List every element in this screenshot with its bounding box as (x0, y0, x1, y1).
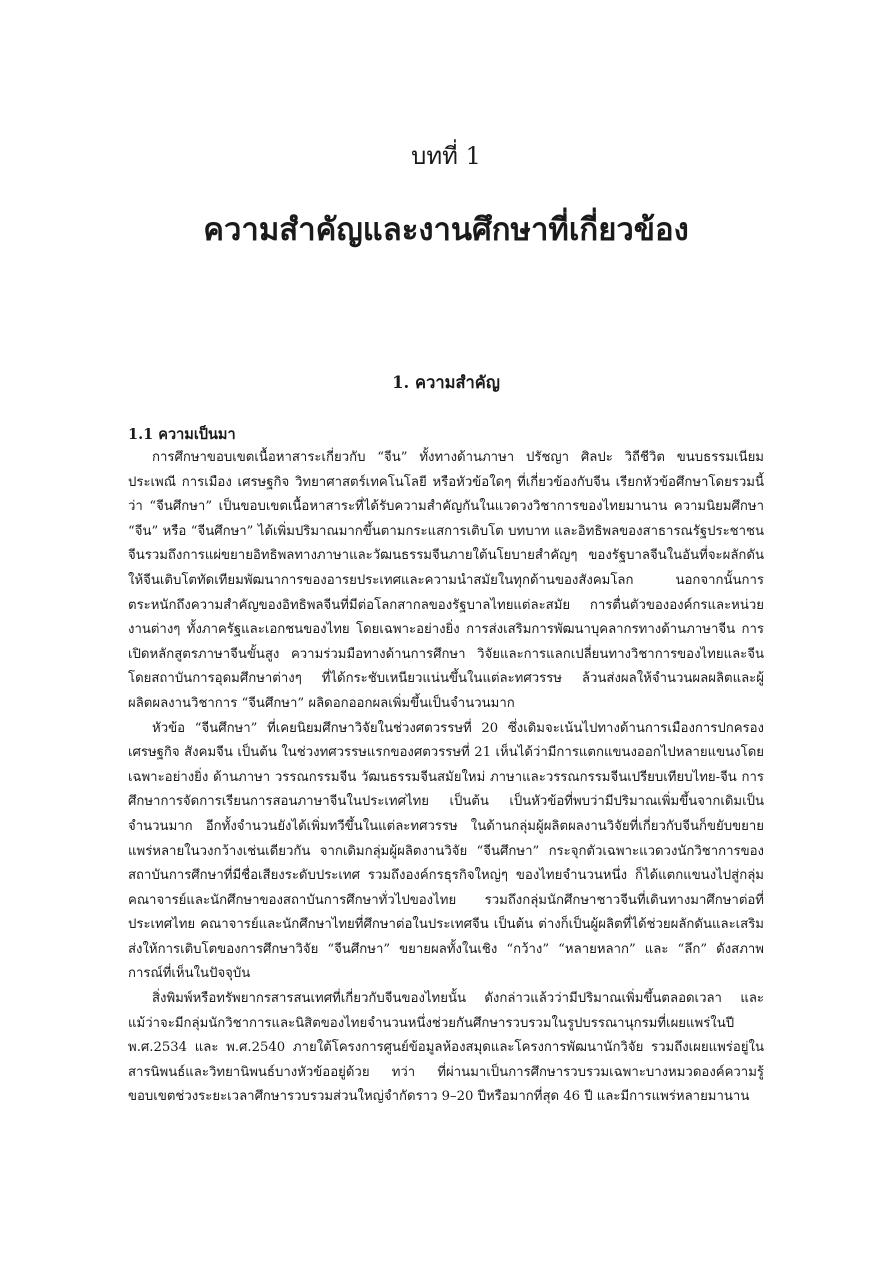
paragraph: การศึกษาขอบเขตเนื้อหาสาระเกี่ยวกับ “จีน” ทั้งทางด้านภาษา ปรัชญา ศิลปะ วิถีชีวิต ขนบธรรมเนียมประเพณี การเมือง เศรษฐกิจ วิทยาศาสตร์เทคโนโลยี หรือหัวข้อใดๆ ที่เกี่ยวข้องกับจีน เรียกหัวข้อศึกษาโดยรวมนี้ว่า “จีนศึกษา” เป็นขอบเขตเนื้อหาสาระที่ได้รับความสำคัญกันในแวดวงวิชาการของไทยมานาน ความนิยมศึกษา “จีน” หรือ “จีนศึกษา” ได้เพิ่มปริมาณมากขึ้นตามกระแสการเติบโต บทบาท และอิทธิพลของสาธารณรัฐประชาชนจีนรวมถึงการแผ่ขยายอิทธิพลทางภาษาและวัฒนธรรมจีนภายใต้นโยบายสำคัญๆ ของรัฐบาลจีนในอันที่จะผลักดันให้จีนเติบโตทัดเทียมพัฒนาการของอารยประเทศและความนำสมัยในทุกด้านของสังคมโลก นอกจากนั้นการตระหนักถึงความสำคัญของอิทธิพลจีนที่มีต่อโลกสากลของรัฐบาลไทยแต่ละสมัย การตื่นตัวขององค์กรและหน่วยงานต่างๆ ทั้งภาครัฐและเอกชนของไทย โดยเฉพาะอย่างยิ่ง การส่งเสริมการพัฒนาบุคลากรทางด้านภาษาจีน การเปิดหลักสูตรภาษาจีนขั้นสูง ความร่วมมือทางด้านการศึกษา วิจัยและการแลกเปลี่ยนทางวิชาการของไทยและจีนโดยสถาบันการอุดมศึกษาต่างๆ ที่ได้กระชับเหนียวแน่นขึ้นในแต่ละทศวรรษ ล้วนส่งผลให้จำนวนผลผลิตและผู้ผลิตผลงานวิชาการ “จีนศึกษา” ผลิดอกออกผลเพิ่มขึ้นเป็นจำนวนมาก (128, 450, 764, 711)
body-text (128, 446, 764, 1110)
paragraph: สิ่งพิมพ์หรือทรัพยากรสารสนเทศที่เกี่ยวกับจีนของไทยนั้น ดังกล่าวแล้วว่ามีปริมาณเพิ่มขึ้นตลอดเวลา และแม้ว่าจะมีกลุ่มนักวิชาการและนิสิตของไทยจำนวนหนึ่งช่วยกันศึกษารวบรวมในรูปบรรณานุกรมที่เผยแพร่ในปี พ.ศ.2534 และ พ.ศ.2540 ภายใต้โครงการศูนย์ข้อมูลห้องสมุดและโครงการพัฒนานักวิจัย รวมถึงเผยแพร่อยู่ในสารนิพนธ์และวิทยานิพนธ์บางหัวข้ออยู่ด้วย ทว่า ที่ผ่านมาเป็นการศึกษารวบรวมเฉพาะบางหมวดองค์ความรู้ขอบเขตช่วงระยะเวลาศึกษารวบรวมส่วนใหญ่จำกัดราว 9–20 ปีหรือมากที่สุด 46 ปี และมีการแพร่หลายมานาน (128, 991, 764, 1105)
section-heading: 1. ความสำคัญ (392, 373, 500, 392)
paragraph: หัวข้อ “จีนศึกษา” ที่เคยนิยมศึกษาวิจัยในช่วงศตวรรษที่ 20 ซึ่งเดิมจะเน้นไปทางด้านการเมืองการปกครองเศรษฐกิจ สังคมจีน เป็นต้น ในช่วงทศวรรษแรกของศตวรรษที่ 21 เห็นได้ว่ามีการแตกแขนงออกไปหลายแขนงโดยเฉพาะอย่างยิ่ง ด้านภาษา วรรณกรรมจีน วัฒนธรรมจีนสมัยใหม่ ภาษาและวรรณกรรมจีนเปรียบเทียบไทย-จีน การศึกษาการจัดการเรียนการสอนภาษาจีนในประเทศไทย เป็นต้น เป็นหัวข้อที่พบว่ามีปริมาณเพิ่มขึ้นจากเดิมเป็นจำนวนมาก อีกทั้งจำนวนยังได้เพิ่มทวีขึ้นในแต่ละทศวรรษ ในด้านกลุ่มผู้ผลิตผลงานวิจัยที่เกี่ยวกับจีนก็ขยับขยายแพร่หลายในวงกว้างเช่นเดียวกัน จากเดิมกลุ่มผู้ผลิตงานวิจัย “จีนศึกษา” กระจุกตัวเฉพาะแวดวงนักวิชาการของสถาบันการศึกษาที่มีชื่อเสียงระดับประเทศ รวมถึงองค์กรธุรกิจใหญ่ๆ ของไทยจำนวนหนึ่ง ก็ได้แตกแขนงไปสู่กลุ่มคณาจารย์และนักศึกษาของสถาบันการศึกษาทั่วไปของไทย รวมถึงกลุ่มนักศึกษาชาวจีนที่เดินทางมาศึกษาต่อที่ประเทศไทย คณาจารย์และนักศึกษาไทยที่ศึกษาต่อในประเทศจีน เป็นต้น ต่างก็เป็นผู้ผลิตที่ได้ช่วยผลักดันและเสริมส่งให้การเติบโตของการศึกษาวิจัย “จีนศึกษา” ขยายผลทั้งในเชิง “กว้าง” “หลายหลาก” และ “ลึก” ดังสภาพการณ์ที่เห็นในปัจจุบัน (128, 720, 764, 982)
chapter-number: บทที่ 1 (411, 142, 481, 170)
subsection-heading: 1.1 ความเป็นมา (128, 426, 236, 443)
chapter-title: ความสำคัญและงานศึกษาที่เกี่ยวข้อง (203, 212, 689, 248)
